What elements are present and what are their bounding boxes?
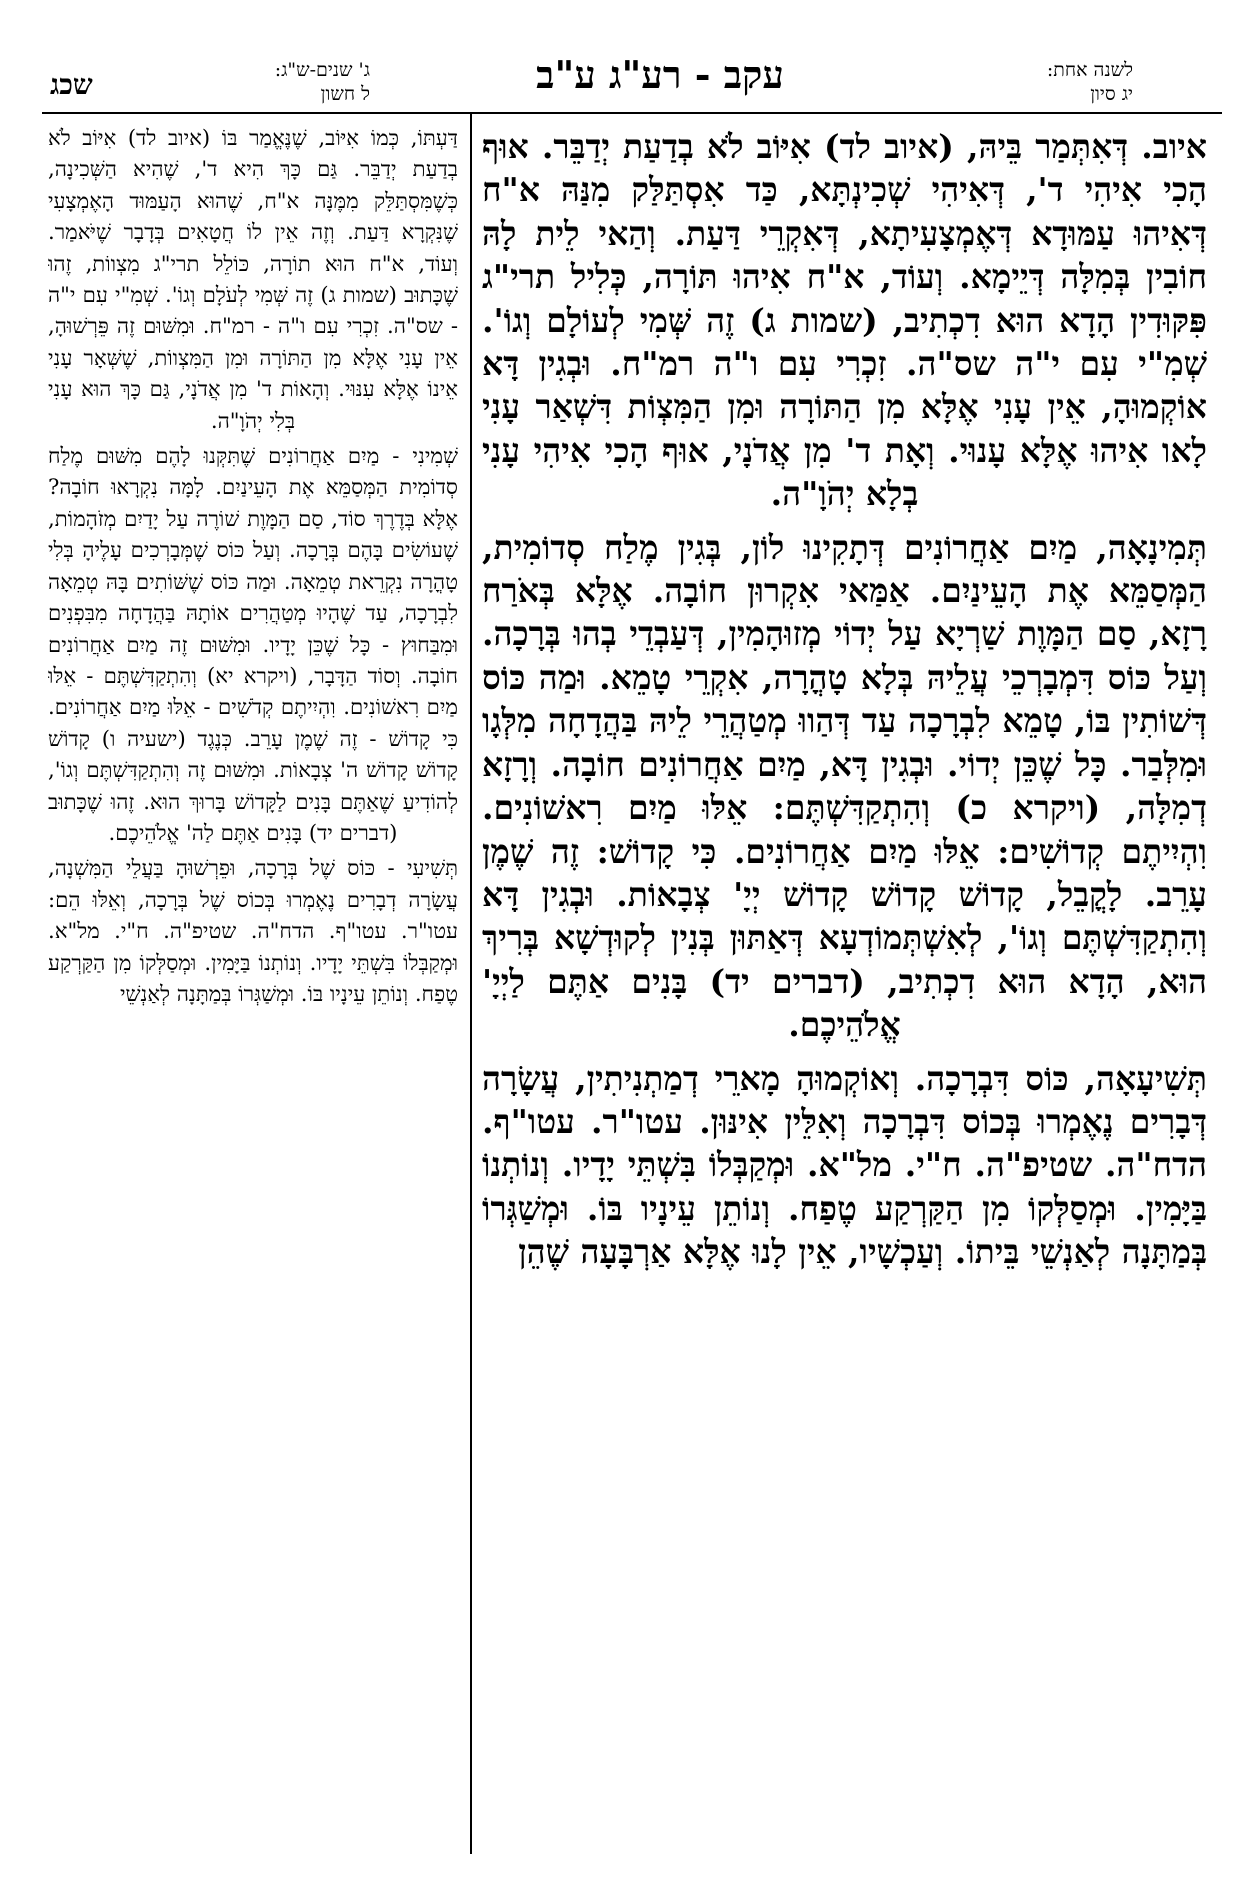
header-divider xyxy=(42,112,1222,114)
one-year-schedule-date: יג סיון xyxy=(1090,83,1133,105)
three-year-schedule-label xyxy=(120,58,370,106)
one-year-schedule-label: לשנה אחת: xyxy=(1046,59,1133,81)
translation-column xyxy=(48,122,458,1862)
translation-paragraph: דַּעְתּוֹ, כְּמוֹ אִיּוֹב, שֶׁנֶּאֱמַר בּוֹ (איוב לד) אִיּוֹב לֹא בְדַעַת יְדַבֵּר. גַּם כָּךְ הִיא ד', שֶׁהִיא הַשְּׁכִינָה, כְּשֶׁמִּסְתַּלֵּק מִמֶּנָּה א"ח, שֶׁהוּא הָעַמּוּד הָאֶמְצָעִי שֶׁנִּקְרָא דַּעַת. וְזֶה אֵין לוֹ חֲטָאִים בְּדָבָר שֶׁיֹּאמַר. וְעוֹד, א"ח הוּא תוֹרָה, כּוֹלֵל תרי"ג מִצְווֹת, זֶהוּ שֶׁכָּתוּב (שמות ג) זֶה שְּׁמִי לְעֹלָם וְגוֹ'. שְׁמִ"י עִם י"ה - שס"ה. זִכְרִי עִם ו"ה - רמ"ח. וּמִשּׁוּם זֶה פֵּרְשׁוּהָ, אֵין עָנִי אֶלָּא מִן הַתּוֹרָה וּמִן הַמִּצְווֹת, שֶׁשְּׁאָר עָנִי אֵינוֹ אֶלָּא עִנּוּי. וְהָאוֹת ד' מִן אֲדֹנָי, גַּם כָּךְ הוּא עָנִי בְּלִי יְהֹוָ"ה. xyxy=(48,125,458,433)
main-paragraph: תְּשִׁיעָאָה, כּוֹס דִּבְרָכָה. וְאוֹקְמוּהָ מָארֵי דְמַתְנִיתִין, עֲשָׂרָה דְּבָרִים נֶאֶמְרוּ בְּכוֹס דִּבְרָכָה וְאִלֵּין אִינּוּן. עטו"ר. עטו"ף. הדח"ה. שטיפ"ה. ח"י. מל"א. וּמְקַבְּלוֹ בִּשְׁתֵּי יָדָיו. וְנוֹתְנוֹ בַּיָּמִין. וּמְסַלְּקוֹ מִן הַקַּרְקַע טֶפַח. וְנוֹתֵן עֵינָיו בּוֹ. וּמְשַׁגְּרוֹ בְּמַתָּנָה לְאַנְשֵׁי בֵּיתוֹ. וְעַכְשָׁיו, אֵין לָנוּ אֶלָּא אַרְבָּעָה שֶׁהֵן xyxy=(482,1058,1207,1272)
page-number: שכג xyxy=(50,68,93,101)
daily-schedule-label xyxy=(973,58,1133,106)
translation-paragraph: תְּשִׁיעִי - כּוֹס שֶׁל בְּרָכָה, וּפֵרְשׁוּהָ בַּעֲלֵי הַמִּשְׁנָה, עֲשָׂרָה דְבָרִים נֶאֶמְרוּ בְּכוֹס שֶׁל בְּרָכָה, וְאֵלּוּ הֵם: עטו"ר. עטו"ף. הדח"ה. שטיפ"ה. ח"י. מל"א. וּמְקַבְּלוֹ בִּשְׁתֵּי יָדָיו. וְנוֹתְנוֹ בַּיָּמִין. וּמְסַלְּקוֹ מִן הַקַּרְקַע טֶפַח. וְנוֹתֵן עֵינָיו בּוֹ. וּמְשַׁגְּרוֹ בְּמַתָּנָה לְאַנְשֵׁי xyxy=(48,855,458,1006)
three-year-schedule-date: ל חשון xyxy=(320,83,370,105)
three-year-schedule-title: ג' שנים-ש"ג: xyxy=(274,59,370,81)
main-paragraph: איוב. דְּאִתְּמַר בֵּיהּ, (איוב לד) אִיּוֹב לֹא בְדַעַת יְדַבֵּר. אוּף הָכִי אִיהִי ד', דְּאִיהִי שְׁכִינְתָּא, כַּד אִסְתַּלַּק מִנַּהּ א"ח דְּאִיהוּ עַמּוּדָא דְּאֶמְצָעִיתָא, דְּאִקְרֵי דַּעַת. וְהַאי לֵית לָהּ חוֹבִין בְּמִלָּה דְּיֵימָא. וְעוֹד, א"ח אִיהוּ תּוֹרָה, כְּלִיל תרי"ג פִּקּוּדִין הָדָא הוּא דִכְתִיב, (שמות ג) זֶה שְּׁמִי לְעוֹלָם וְגוֹ'. שְׁמִ"י עִם י"ה שס"ה. זִכְרִי עִם ו"ה רמ"ח. וּבְגִין דָּא אוֹקְמוּהָ, אֵין עָנִי אֶלָּא מִן הַתּוֹרָה וּמִן הַמִּצְוֹת דִּשְׁאַר עָנִי לָאו אִיהוּ אֶלָּא עָנוּי. וְאָת ד' מִן אֲדֹנָי, אוּף הָכִי אִיהִי עָנִי בְלָא יְהֹוָ"ה. xyxy=(482,127,1207,514)
main-text-column xyxy=(482,125,1207,1865)
page-title: עקב - רע"ג ע"ב xyxy=(536,52,784,97)
main-paragraph: תְּמִינָאָה, מַיִם אַחֲרוֹנִים דְּתָקִינוּ לוֹן, בְּגִין מֶלַח סְדוֹמִית, הַמְּסַמֵּא אֶת הָעֵינַיִם. אַמַּאי אִקְרוּן חוֹבָה. אֶלָּא בְּאֹרַח רָזָא, סַם הַמָּוֶת שַׁרְיָא עַל יְדוֹי מְזוּהָמִין, דְּעַבְדֵי בְהוּ בְּרָכָה. וְעַל כּוֹס דִּמְבָרְכֵי עֲלֵיהּ בְּלָא טָהֳרָה, אִקְרֵי טָמֵא. וּמַה כּוֹס דְּשׁוֹתִין בּוֹ, טָמֵא לִבְרָכָה עַד דְּהַווּ מְטַהֲרֵי לֵיהּ בַּהֲדָחָה מִלְּגָו וּמִלְּבַר. כָּל שֶׁכֵּן יְדוֹי. וּבְגִין דָּא, מַיִם אַחֲרוֹנִים חוֹבָה. וְרָזָא דְמִלָּה, (ויקרא כ) וְהִתְקַדִּשְׁתֶּם: אֵלּוּ מַיִם רִאשׁוֹנִים. וִהְיִיתֶם קְדוֹשִׁים: אֵלּוּ מַיִם אַחֲרוֹנִים. כִּי קָדוֹשׁ: זֶה שֶׁמֶן עָרֵב. לָקֳבֵל, קָדוֹשׁ קָדוֹשׁ קָדוֹשׁ יְיָ' צְבָאוֹת. וּבְגִין דָּא וְהִתְקַדִּשְׁתֶּם וְגוֹ', לְאִשְׁתְּמוֹדְעָא דְּאַתּוּן בְּנִין לְקוּדְשָׁא בְּרִיךְ הוּא, הָדָא הוּא דִכְתִיב, (דברים יד) בָּנִים אַתֶּם לַיְיָ' אֱלֹהֵיכֶם. xyxy=(482,527,1207,1045)
page-header xyxy=(0,0,1253,105)
column-divider xyxy=(470,114,472,1854)
translation-paragraph: שְׁמִינִי - מַיִם אַחֲרוֹנִים שֶׁתִּקְּנוּ לָהֶם מִשּׁוּם מֶלַח סְדוֹמִית הַמְּסַמֵּא אֶת הָעֵינַיִם. לָמָּה נִקְרָאוּ חוֹבָה? אֶלָּא בְּדֶרֶךְ סוֹד, סַם הַמָּוֶת שׁוֹרֶה עַל יָדַיִם מְזֹהָמוֹת, שֶׁעוֹשִׂים בָּהֶם בְּרָכָה. וְעַל כּוֹס שֶׁמְּבָרְכִים עָלֶיהָ בְּלִי טָהֳרָה נִקְרֵאת טְמֵאָה. וּמַה כּוֹס שֶׁשּׁוֹתִים בָּהּ טְמֵאָה לִבְרָכָה, עַד שֶׁהָיוּ מְטַהֲרִים אוֹתָהּ בַּהֲדָחָה מִבִּפְנִים וּמִבַּחוּץ - כָּל שֶׁכֵּן יָדָיו. וּמִשּׁוּם זֶה מַיִם אַחֲרוֹנִים חוֹבָה. וְסוֹד הַדָּבָר, (ויקרא יא) וְהִתְקַדִּשְׁתֶּם - אֵלּוּ מַיִם רִאשׁוֹנִים. וִהְיִיתֶם קְדֹשִׁים - אֵלּוּ מַיִם אַחֲרוֹנִים. כִּי קָדוֹשׁ - זֶה שֶׁמֶן עָרֵב. כְּנֶגֶד (ישעיה ו) קָדוֹשׁ קָדוֹשׁ קָדוֹשׁ ה' צְבָאוֹת. וּמִשּׁוּם זֶה וְהִתְקַדִּשְׁתֶּם וְגוֹ', לְהוֹדִיעַ שֶׁאַתֶּם בָּנִים לַקָּדוֹשׁ בָּרוּךְ הוּא. זֶהוּ שֶׁכָּתוּב (דברים יד) בָּנִים אַתֶּם לַה' אֱלֹהֵיכֶם. xyxy=(48,443,458,845)
